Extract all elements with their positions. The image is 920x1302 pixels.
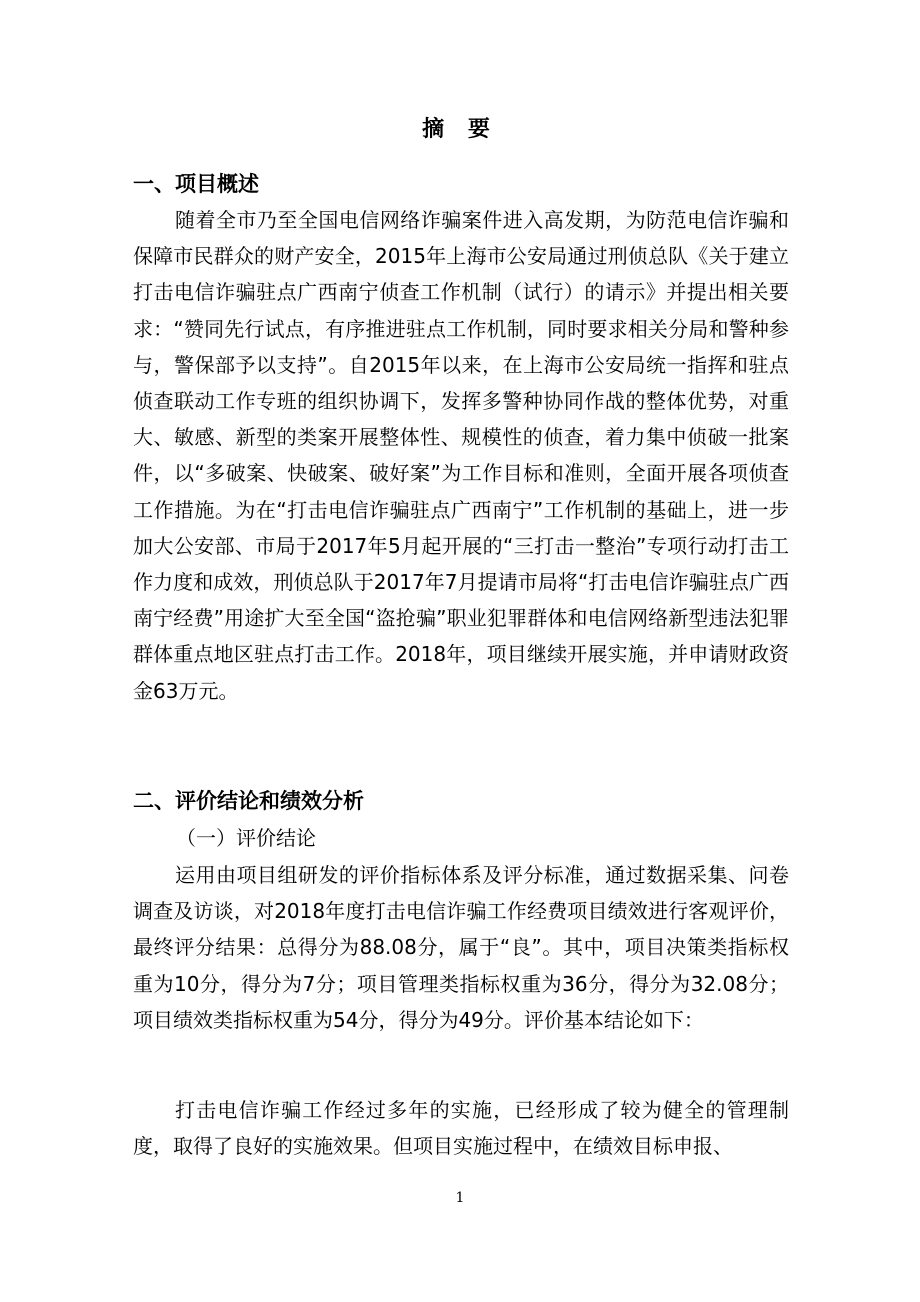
- section-heading-evaluation: 二、评价结论和绩效分析: [133, 789, 364, 813]
- page-number: 1: [455, 1190, 465, 1206]
- overview-paragraph: 随着全市乃至全国电信网络诈骗案件进入高发期，为防范电信诈骗和保障市民群众的财产安全，2015年上海市公安局通过刑侦总队《关于建立打击电信诈骗驻点广西南宁侦查工作机制（试行）的请示》并提出相关要求：“赞同先行试点，有序推进驻点工作机制，同时要求相关分局和警种参与，警保部予以支持”。自2015年以来，在上海市公安局统一指挥和驻点侦查联动工作专班的组织协调下，发挥多警种协同作战的整体优势，对重大、敏感、新型的类案开展整体性、规模性的侦查，着力集中侦破一批案件，以“多破案、快破案、破好案”为工作目标和准则，全面开展各项侦查工作措施。为在“打击电信诈骗驻点广西南宁”工作机制的基础上，进一步加大公安部、市局于2017年5月起开展的“三打击一整治”专项行动打击工作力度和成效，刑侦总队于2017年7月提请市局将“打击电信诈骗驻点广西南宁经费”用途扩大至全国“盗抢骗”职业犯罪群体和电信网络新型违法犯罪群体重点地区驻点打击工作。2018年，项目继续开展实施，并申请财政资金63万元。: [133, 208, 789, 703]
- document-title: 摘 要: [422, 117, 498, 142]
- subsection-heading-conclusion: （一）评价结论: [176, 826, 316, 850]
- section-heading-overview: 一、项目概述: [133, 172, 259, 196]
- conclusion-paragraph: 打击电信诈骗工作经过多年的实施，已经形成了较为健全的管理制度，取得了良好的实施效果。但项目实施过程中，在绩效目标申报、: [133, 1098, 789, 1159]
- evaluation-paragraph: 运用由项目组研发的评价指标体系及评分标准，通过数据采集、问卷调查及访谈，对2018年度打击电信诈骗工作经费项目绩效进行客观评价，最终评分结果：总得分为88.08分，属于“良”。其中，项目决策类指标权重为10分，得分为7分；项目管理类指标权重为36分，得分为32.08分；项目绩效类指标权重为54分，得分为49分。评价基本结论如下：: [133, 863, 789, 1032]
